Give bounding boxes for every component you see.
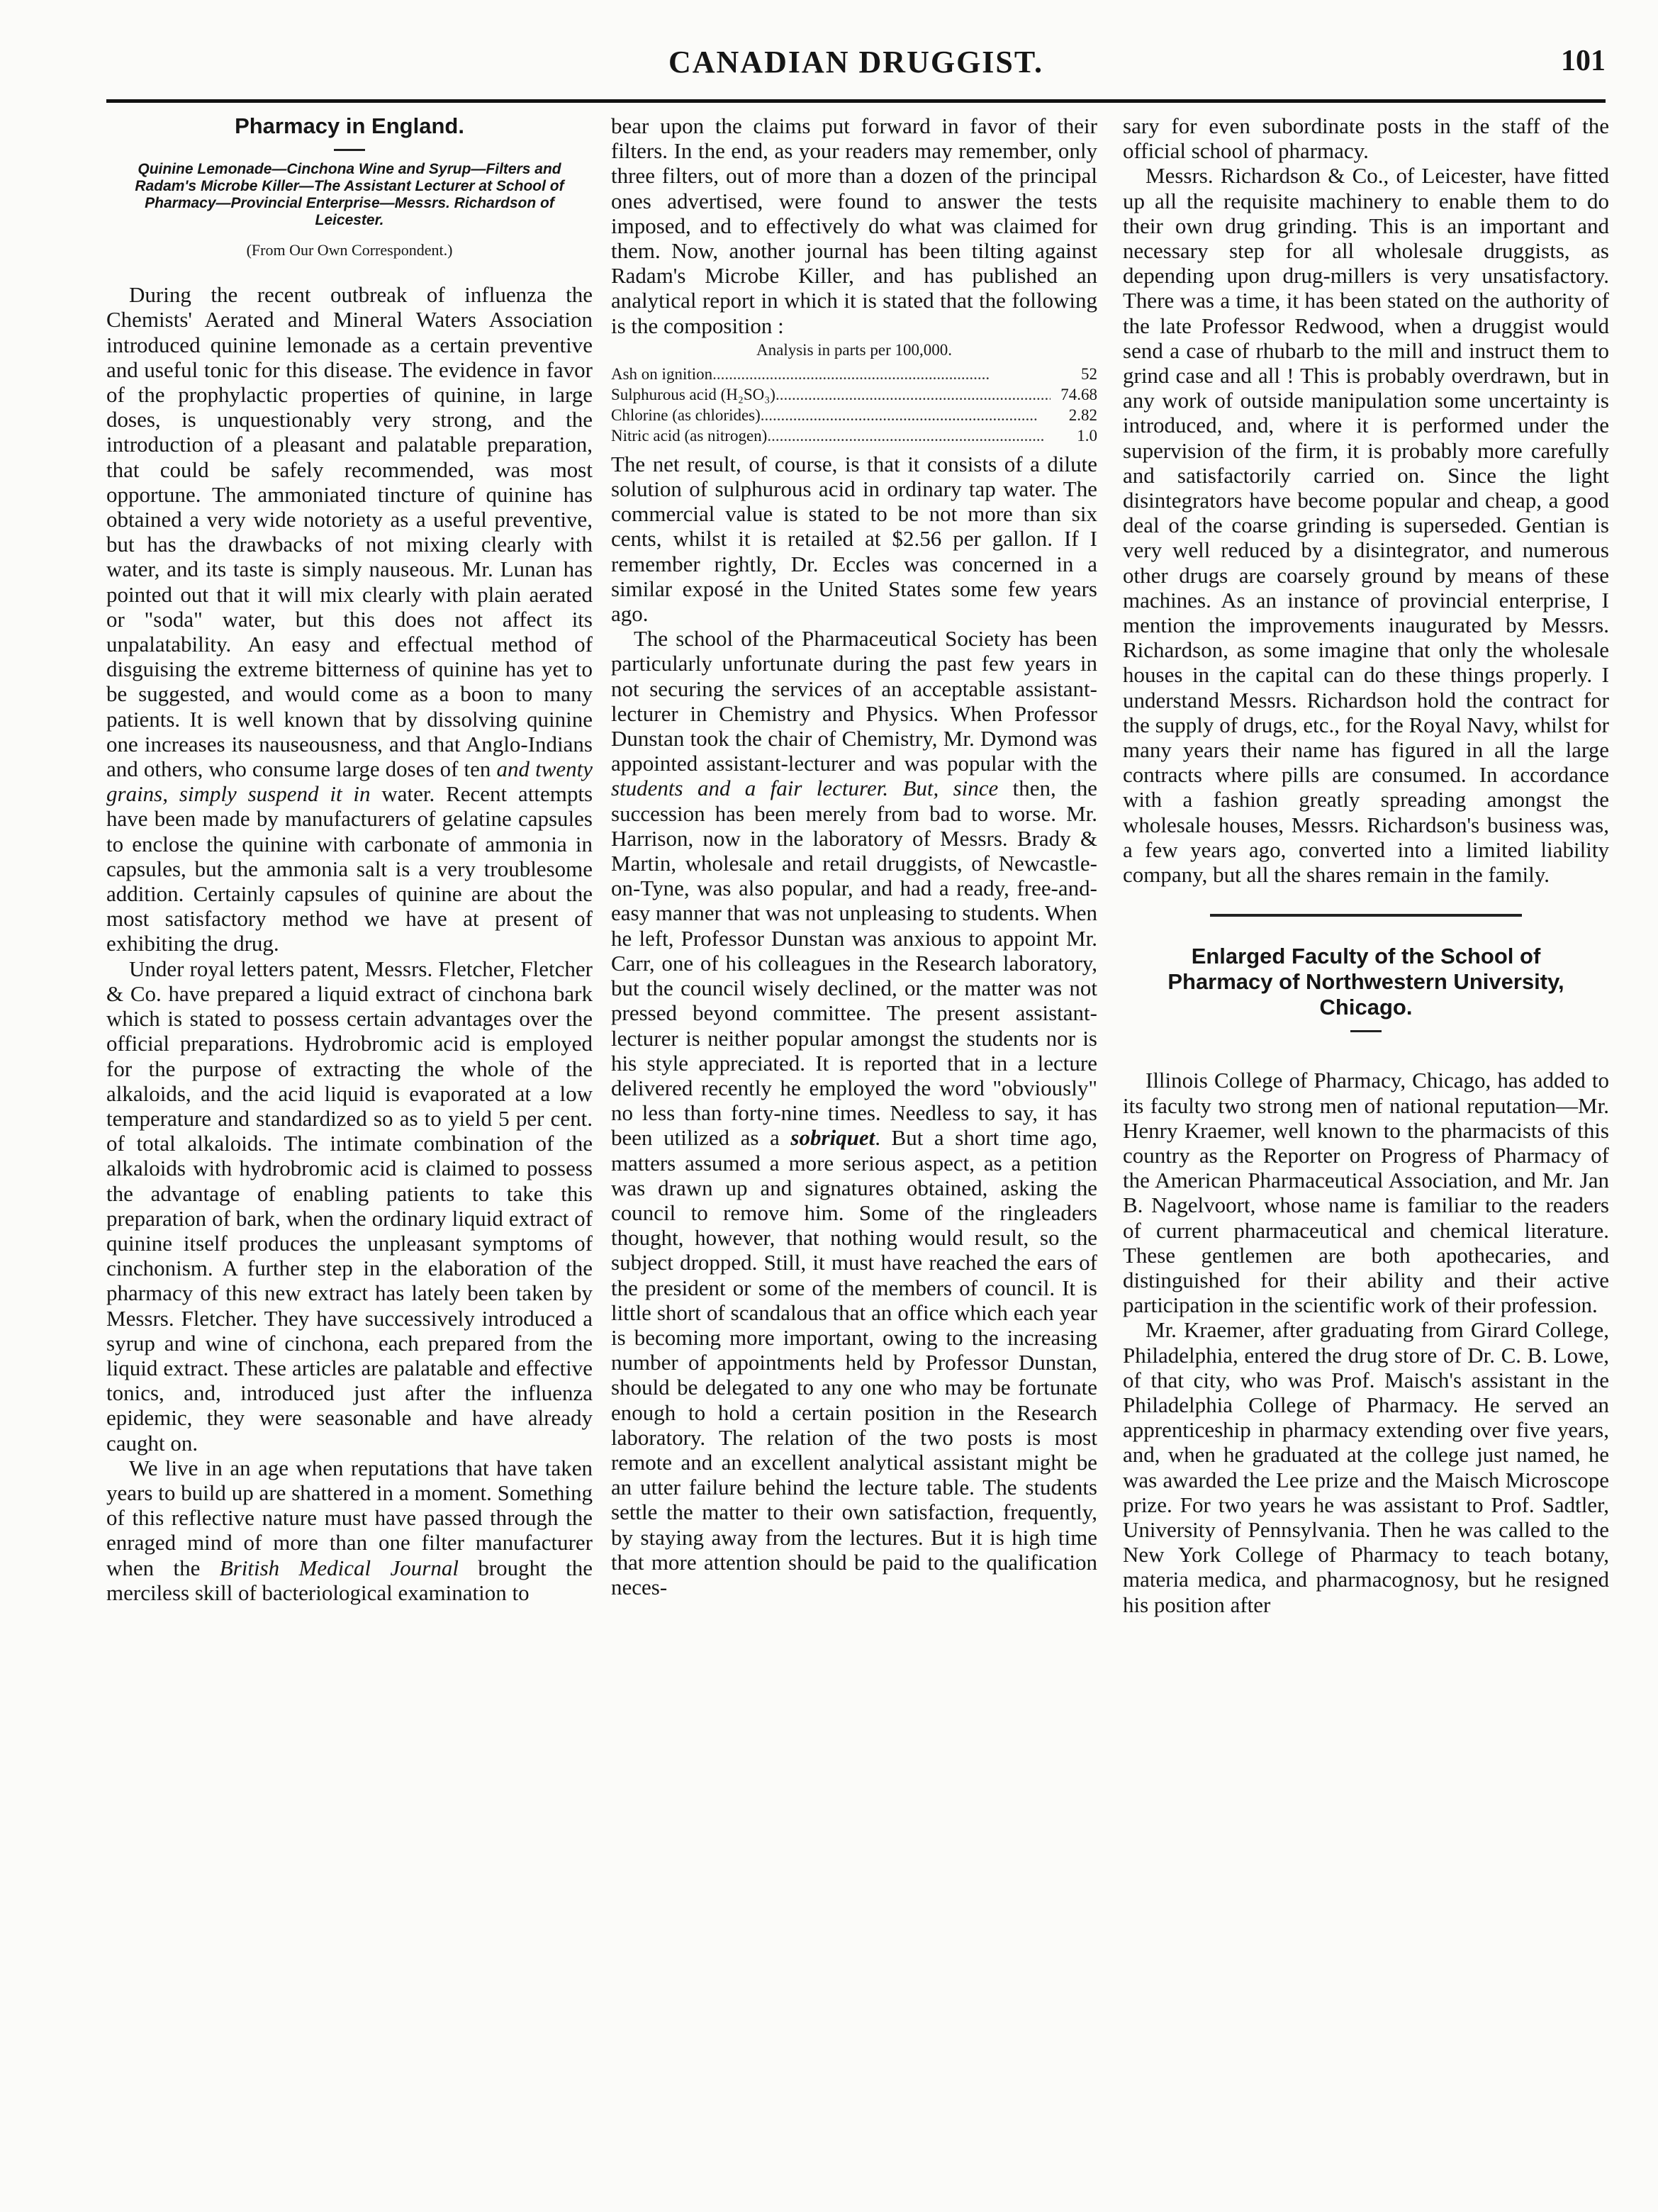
paragraph: Under royal letters patent, Messrs. Fletcher, Fletcher & Co. have prepared a liquid extract of cinchona bark which is stated to possess certain advantages over the official preparations. Hydrobromic acid is employed for the purpose of extracting the whole of the alkaloids, and the acid liquid is evaporated at a low temperature and standardized so as to yield 5 per cent. of total alkaloids. The intimate combination of the alkaloids with hydrobromic acid is claimed to possess the advantage of enabling patients to take this preparation of bark, when the ordinary liquid extract of quinine itself produces the unpleasant symptoms of cinchonism. A further step in the elaboration of the pharmacy of this new extract has lately been taken by Messrs. Fletcher. They have successively introduced a syrup and wine of cinchona, each prepared from the liquid extract. These articles are palatable and effective tonics, and, introduced just after the influenza epidemic, they were seasonable and have already caught on. — [106, 956, 593, 1456]
paragraph: During the recent outbreak of influenza the Chemists' Aerated and Mineral Waters Association introduced quinine lemonade as a certain preventive and useful tonic for this disease. The evidence in favor of the prophylactic properties of quinine, in large doses, is unquestionably very strong, and the introduction of a pleasant and palatable preparation, that could be safely recommended, was most opportune. The ammoniated tincture of quinine has obtained a very wide notoriety as a useful preventive, but has the drawbacks of not mixing clearly with water, and its taste is simply nauseous. Mr. Lunan has pointed out that it will mix clearly with plain aerated or "soda" water, but this does not affect its unpalatability. An easy and effectual method of disguising the extreme bitterness of quinine has yet to be suggested, and would come as a boon to many patients. It is well known that by dissolving quinine one increases its nauseousness, and that Anglo-Indians and others, who consume large doses of ten and twenty grains, simply suspend it in water. Recent attempts have been made by manufacturers of gelatine capsules to enclose the quinine with carbonate of ammonia in capsules, but the ammonia salt is a very troublesome addition. Certainly capsules of quinine are about the most satisfactory method we have at present of exhibiting the drug. — [106, 282, 593, 956]
article-source: (From Our Own Correspondent.) — [246, 241, 453, 259]
analysis-row: Nitric acid (as nitrogen) ..... 1.0 — [611, 425, 1097, 446]
article-title: Pharmacy in England. — [235, 113, 464, 138]
journal-title: CANADIAN DRUGGIST. — [668, 45, 1043, 79]
paragraph: The school of the Pharmaceutical Society has been particularly unfortunate during the past few years in not securing the services of an acceptable assistant-lecturer in Chemistry and Physics. When Professor Dunstan took the chair of Chemistry, Mr. Dymond was appointed assistant-lecturer and was popular with the students and a fair lecturer. But, since then, the succession has been merely from bad to worse. Mr. Harrison, now in the laboratory of Messrs. Brady & Martin, wholesale and retail druggists, of Newcastle-on-Tyne, was also popular, and had a ready, free-and-easy manner that was not unpleasing to students. When he left, Professor Dunstan was anxious to appoint Mr. Carr, one of his colleagues in the Research laboratory, but the council wisely declined, or the matter was not pressed beyond committee. The present assistant-lecturer is neither popular amongst the students nor is his style appreciated. It is reported that in a lecture delivered recently he employed the word "obviously" no less than forty-nine times. Needless to say, it has been utilized as a sobriquet. But a short time ago, matters assumed a more serious aspect, as a petition was drawn up and signatures obtained, asking the council to remove him. Some of the ringleaders thought, however, that nothing would result, so the subject dropped. Still, it must have reached the ears of the president or some of the members of council. It is little short of scandalous that an office which each year is becoming more important, owing to the increasing number of appointments held by Professor Dunstan, should be delegated to any one who may be fortunate enough to hold a certain position in the Research laboratory. The relation of the two posts is most remote and an excellent analytical assistant might be an utter failure behind the lecture table. The students settle the matter to their own satisfaction, frequently, by staying away from the lectures. But it is high time that more attention should be paid to the qualification neces- — [611, 626, 1098, 1599]
title-dash — [334, 149, 365, 151]
analysis-table — [611, 364, 1097, 446]
column-2 — [611, 113, 1097, 2205]
article-subtitle: Quinine Lemonade—Cinchona Wine and Syrup—Filters and Radam's Microbe Killer—The Assistant Lecturer at School of Pharmacy—Provincial Enterprise—Messrs. Richardson of Leicester. — [135, 161, 564, 228]
paragraph: We live in an age when reputations that have taken years to build up are shattered in a moment. Something of this reflective nature must have passed through the enraged mind of more than one filter manufacturer when the British Medical Journal brought the merciless skill of bacteriological examination to — [106, 1455, 593, 1605]
title-dash — [1350, 1030, 1382, 1032]
article-title: Enlarged Faculty of the School of Pharmacy of Northwestern University, Chicago. — [1167, 944, 1564, 1020]
paragraph: The net result, of course, is that it consists of a dilute solution of sulphurous acid in ordinary tap water. The commercial value is stated to be not more than six cents, whilst it is retailed at $2.56 per gallon. If I remember rightly, Dr. Eccles was concerned in a similar exposé in the United States some few years ago. — [611, 451, 1097, 627]
article-divider — [1210, 914, 1522, 917]
page-header — [106, 44, 1606, 101]
analysis-row: Chlorine (as chlorides) ..... 2.82 — [611, 405, 1097, 425]
column-1 — [106, 113, 593, 2205]
paragraph: Illinois College of Pharmacy, Chicago, has added to its faculty two strong men of national reputation—Mr. Henry Kraemer, well known to the pharmacists of this country as the Reporter on Progress of Pharmacy of the American Pharmaceutical Association, and Mr. Jan B. Nagelvoort, whose name is familiar to the readers of current pharmaceutical and chemical literature. These gentlemen are both apothecaries, and distinguished for their ability and their active participation in the scientific work of their profession. — [1123, 1068, 1609, 1318]
header-rule — [106, 99, 1606, 103]
page-number: 101 — [1561, 45, 1606, 77]
analysis-row: Sulphurous acid (H₂SO₃) ..... 74.68 — [611, 384, 1097, 405]
paragraph: sary for even subordinate posts in the staff of the official school of pharmacy. — [1123, 113, 1609, 164]
paragraph: Messrs. Richardson & Co., of Leicester, have fitted up all the requisite machinery to enable them to do their own drug grinding. This is an important and necessary step for all wholesale druggists, as depending upon drug-millers is very unsatisfactory. There was a time, it has been stated on the authority of the late Professor Redwood, when a druggist would send a case of rhubarb to the mill and instruct them to grind case and all ! This is probably overdrawn, but in any work of outside manipulation some uncertainty is introduced, and, where it is performed under the supervision of the firm, it is probably more carefully and satisfactorily carried on. Since the light disintegrators have become popular and cheap, a good deal of the coarse grinding is superseded. Gentian is very well reduced by a disintegrator, and numerous other drugs are coarsely ground by means of these machines. As an instance of provincial enterprise, I mention the improvements inaugurated by Messrs. Richardson, as some imagine that only the wholesale houses in the capital can do these things properly. I understand Messrs. Richardson hold the contract for the supply of drugs, etc., for the Royal Navy, whilst for many years their name has figured in all the large contracts where pills are consumed. In accordance with a fashion greatly spreading amongst the wholesale houses, Messrs. Richardson's business was, a few years ago, converted into a limited liability company, but all the shares remain in the family. — [1123, 163, 1609, 888]
column-3 — [1123, 113, 1609, 2205]
paragraph: Mr. Kraemer, after graduating from Girard College, Philadelphia, entered the drug store of Dr. C. B. Lowe, of that city, who was Prof. Maisch's assistant in the Philadelphia College of Pharmacy. He served an apprenticeship in pharmacy extending over five years, and, when he graduated at the college just named, he was awarded the Lee prize and the Maisch Microscope prize. For two years he was assistant to Prof. Sadtler, University of Pennsylvania. Then he was called to the New York College of Pharmacy to teach botany, materia medica, and pharmacognosy, but he resigned his position after — [1123, 1317, 1609, 1617]
paragraph: bear upon the claims put forward in favor of their filters. In the end, as your readers may remember, only three filters, out of more than a dozen of the principal ones advertised, were found to answer the tests imposed, and to effectively do what was claimed for them. Now, another journal has been tilting against Radam's Microbe Killer, and has published an analytical report in which it is stated that the following is the composition : — [611, 113, 1097, 338]
analysis-heading: Analysis in parts per 100,000. — [756, 340, 952, 359]
analysis-row: Ash on ignition ..... 52 — [611, 364, 1097, 384]
